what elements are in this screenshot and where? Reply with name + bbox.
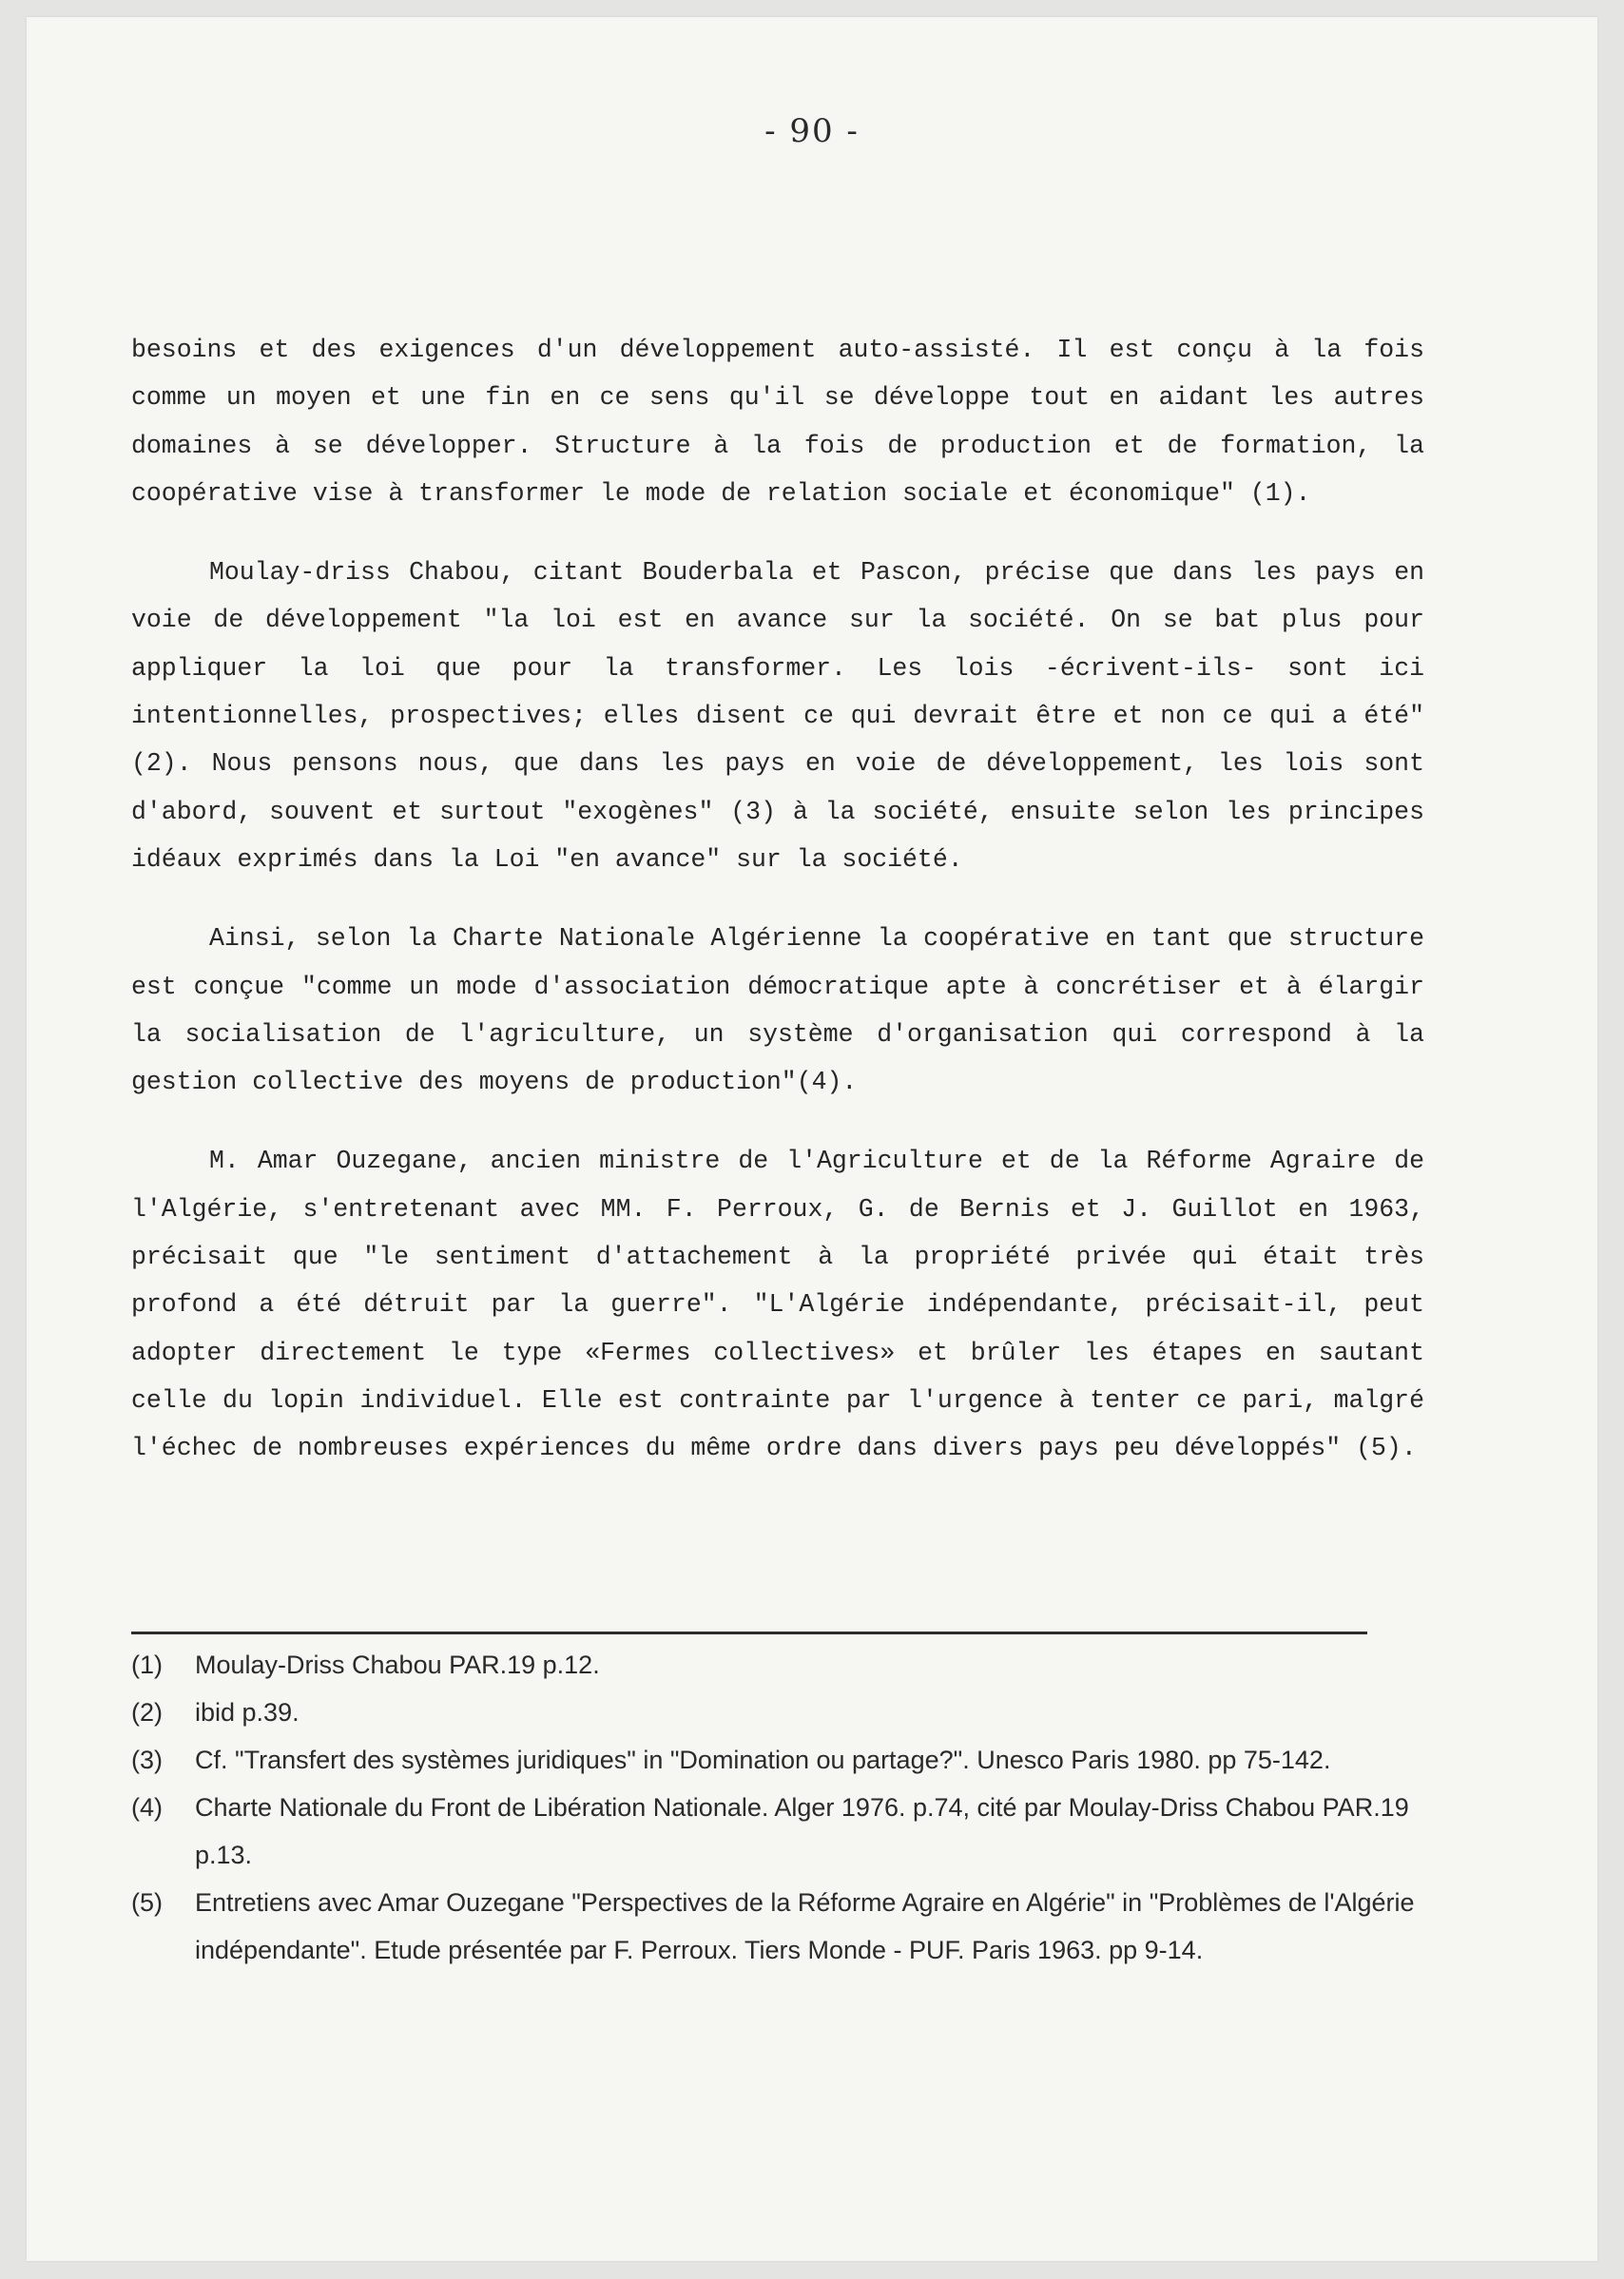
- footnote-5: [131, 1879, 1443, 1974]
- paragraph-1: besoins et des exigences d'un développement auto-assisté. Il est conçu à la fois comme un moyen et une fin en ce sens qu'il se développe tout en aidant les autres domaines à se développer. Structure à la fois de production et de formation, la coopérative vise à transformer le mode de relation sociale et économique" (1).: [131, 336, 1424, 508]
- footnote-text: Entretiens avec Amar Ouzegane "Perspectives de la Réforme Agraire en Algérie" in "Problèmes de l'Algérie indépendante". Etude présentée par F. Perroux. Tiers Monde - PUF. Paris 1963. pp 9-14.: [195, 1888, 1415, 1964]
- document-page: [27, 17, 1597, 2261]
- footnote-text: Cf. "Transfert des systèmes juridiques" in "Domination ou partage?". Unesco Paris 1980. pp 75-142.: [195, 1746, 1331, 1774]
- paragraph-2: Moulay-driss Chabou, citant Bouderbala et Pascon, précise que dans les pays en voie de développement "la loi est en avance sur la société. On se bat plus pour appliquer la loi que pour la transformer. Les lois -écrivent-ils- sont ici intentionnelles, prospectives; elles disent ce qui devrait être et non ce qui a été" (2). Nous pensons nous, que dans les pays en voie de développement, les lois sont d'abord, souvent et surtout "exogènes" (3) à la société, ensuite selon les principes idéaux exprimés dans la Loi "en avance" sur la société.: [131, 558, 1424, 874]
- footnote-marker: (3): [131, 1746, 163, 1774]
- footnote-marker: (2): [131, 1698, 163, 1727]
- page-number: - 90 -: [764, 112, 860, 150]
- footnote-text: Moulay-Driss Chabou PAR.19 p.12.: [195, 1651, 600, 1679]
- footnote-3: [131, 1736, 1443, 1784]
- paragraph-3: Ainsi, selon la Charte Nationale Algérienne la coopérative en tant que structure est conçue "comme un mode d'association démocratique apte à concrétiser et à élargir la socialisation de l'agriculture, un système d'organisation qui correspond à la gestion collective des moyens de production"(4).: [131, 924, 1424, 1097]
- footnotes: [131, 1641, 1443, 1974]
- footnote-1: [131, 1641, 1443, 1689]
- footnote-2: [131, 1689, 1443, 1736]
- footnote-marker: (4): [131, 1793, 163, 1822]
- footnote-marker: (1): [131, 1651, 163, 1679]
- paragraph-4: M. Amar Ouzegane, ancien ministre de l'Agriculture et de la Réforme Agraire de l'Algérie, s'entretenant avec MM. F. Perroux, G. de Bernis et J. Guillot en 1963, précisait que "le sentiment d'attachement à la propriété privée qui était très profond a été détruit par la guerre". "L'Algérie indépendante, précisait-il, peut adopter directement le type «Fermes collectives» et brûler les étapes en sautant celle du lopin individuel. Elle est contrainte par l'urgence à tenter ce pari, malgré l'échec de nombreuses expériences du même ordre dans divers pays peu développés" (5).: [131, 1147, 1424, 1463]
- footnote-marker: (5): [131, 1888, 163, 1917]
- footnote-text: Charte Nationale du Front de Libération Nationale. Alger 1976. p.74, cité par Moulay-Driss Chabou PAR.19 p.13.: [195, 1793, 1409, 1869]
- footnote-4: [131, 1784, 1443, 1879]
- footnote-separator: [131, 1632, 1367, 1634]
- footnote-text: ibid p.39.: [195, 1698, 300, 1727]
- body-text: [131, 326, 1424, 1504]
